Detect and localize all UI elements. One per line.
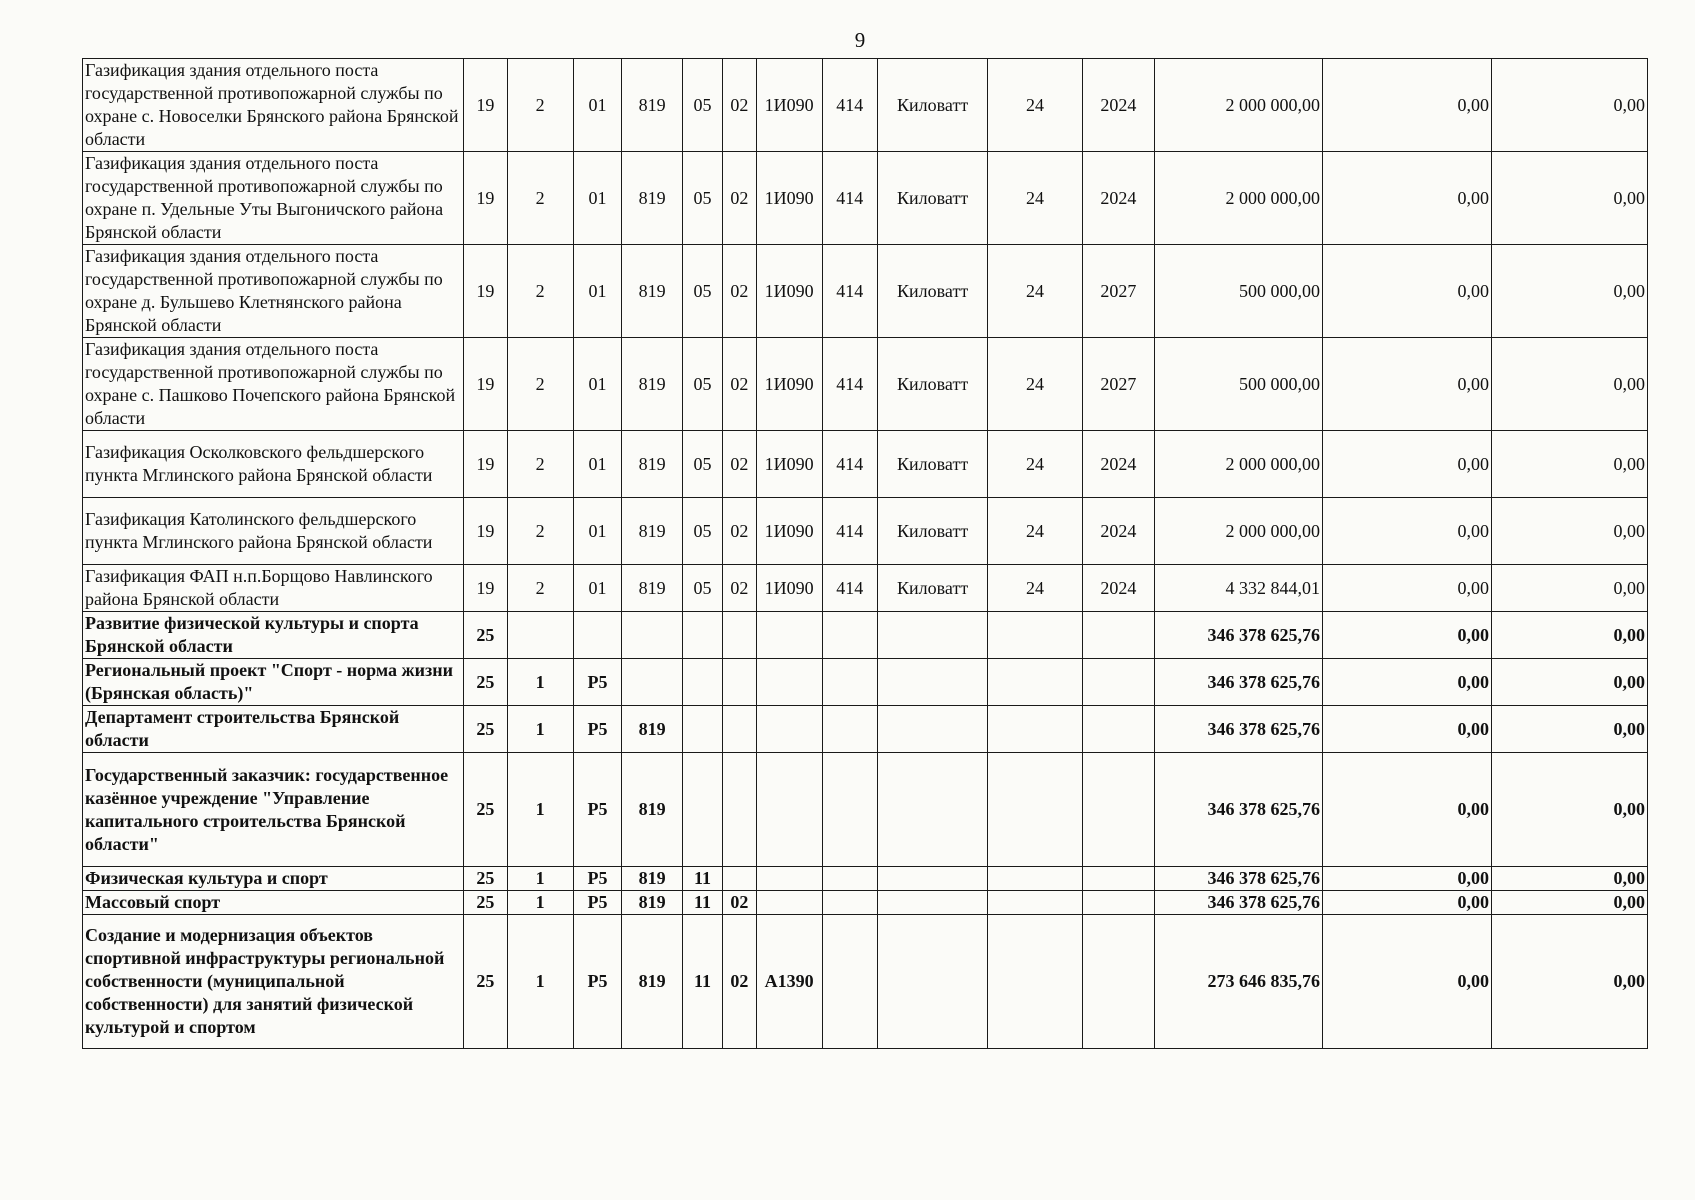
target-code (756, 659, 822, 706)
division-code: 05 (682, 245, 722, 338)
unit-cell (877, 753, 987, 867)
amount3-cell: 0,00 (1491, 891, 1647, 915)
table-row (83, 612, 1648, 659)
unit-cell: Киловатт (877, 498, 987, 565)
section-code: 25 (464, 915, 507, 1049)
amount3-cell: 0,00 (1491, 498, 1647, 565)
unit-cell (877, 915, 987, 1049)
quantity-cell: 24 (988, 498, 1082, 565)
row-name: Газификация Католинского фельдшерского пункта Мглинского района Брянской области (83, 498, 464, 565)
subsection-code: 2 (507, 245, 573, 338)
row-name: Региональный проект "Спорт - норма жизни (Брянская область)" (83, 659, 464, 706)
quantity-cell (988, 753, 1082, 867)
amount3-cell: 0,00 (1491, 245, 1647, 338)
subsection-code: 2 (507, 498, 573, 565)
division-code: 11 (682, 867, 722, 891)
unit-cell: Киловатт (877, 59, 987, 152)
row-name: Развитие физической культуры и спорта Брянской области (83, 612, 464, 659)
division-code: 11 (682, 915, 722, 1049)
subsection-code: 2 (507, 431, 573, 498)
subdivision-code: 02 (723, 338, 757, 431)
amount2-cell: 0,00 (1323, 915, 1492, 1049)
agency-code: 819 (622, 431, 683, 498)
subsection-code: 2 (507, 338, 573, 431)
amount-cell: 346 378 625,76 (1155, 612, 1323, 659)
amount3-cell: 0,00 (1491, 152, 1647, 245)
division-code: 05 (682, 498, 722, 565)
subsection-code: 1 (507, 915, 573, 1049)
agency-code: 819 (622, 152, 683, 245)
table-row (83, 152, 1648, 245)
quantity-cell (988, 867, 1082, 891)
amount2-cell: 0,00 (1323, 753, 1492, 867)
expense-type-code (822, 706, 877, 753)
year-cell: 2027 (1082, 338, 1155, 431)
year-cell (1082, 706, 1155, 753)
target-code (756, 867, 822, 891)
subsection-code: 1 (507, 867, 573, 891)
unit-cell (877, 659, 987, 706)
quantity-cell: 24 (988, 431, 1082, 498)
subsection-code (507, 612, 573, 659)
unit-cell: Киловатт (877, 338, 987, 431)
row-name: Департамент строительства Брянской области (83, 706, 464, 753)
project-code: Р5 (573, 891, 622, 915)
amount2-cell: 0,00 (1323, 498, 1492, 565)
target-code: 1И090 (756, 431, 822, 498)
amount3-cell: 0,00 (1491, 612, 1647, 659)
unit-cell: Киловатт (877, 152, 987, 245)
expense-type-code: 414 (822, 565, 877, 612)
unit-cell: Киловатт (877, 245, 987, 338)
expense-type-code (822, 612, 877, 659)
year-cell (1082, 867, 1155, 891)
expense-type-code: 414 (822, 431, 877, 498)
table-body (83, 59, 1648, 1049)
year-cell (1082, 753, 1155, 867)
division-code: 11 (682, 891, 722, 915)
expense-type-code: 414 (822, 59, 877, 152)
row-name: Газификация ФАП н.п.Борщово Навлинского района Брянской области (83, 565, 464, 612)
section-code: 19 (464, 245, 507, 338)
subdivision-code: 02 (723, 565, 757, 612)
agency-code: 819 (622, 245, 683, 338)
row-name: Массовый спорт (83, 891, 464, 915)
quantity-cell: 24 (988, 59, 1082, 152)
section-code: 19 (464, 498, 507, 565)
table-row (83, 431, 1648, 498)
table-row (83, 245, 1648, 338)
amount2-cell: 0,00 (1323, 152, 1492, 245)
amount2-cell: 0,00 (1323, 431, 1492, 498)
agency-code: 819 (622, 706, 683, 753)
section-code: 25 (464, 753, 507, 867)
subdivision-code (723, 753, 757, 867)
agency-code: 819 (622, 915, 683, 1049)
subsection-code: 1 (507, 659, 573, 706)
project-code: 01 (573, 59, 622, 152)
target-code: 1И090 (756, 565, 822, 612)
target-code: 1И090 (756, 59, 822, 152)
year-cell (1082, 915, 1155, 1049)
row-name: Газификация здания отдельного поста государственной противопожарной службы по охране п. Удельные Уты Выгоничского района Брянской области (83, 152, 464, 245)
agency-code: 819 (622, 891, 683, 915)
division-code: 05 (682, 152, 722, 245)
amount3-cell: 0,00 (1491, 59, 1647, 152)
year-cell: 2024 (1082, 152, 1155, 245)
row-name: Газификация здания отдельного поста государственной противопожарной службы по охране с. Новоселки Брянского района Брянской области (83, 59, 464, 152)
amount-cell: 500 000,00 (1155, 245, 1323, 338)
section-code: 19 (464, 565, 507, 612)
project-code: Р5 (573, 753, 622, 867)
target-code: 1И090 (756, 498, 822, 565)
target-code: 1И090 (756, 152, 822, 245)
subsection-code: 1 (507, 891, 573, 915)
budget-table (82, 58, 1648, 1049)
quantity-cell: 24 (988, 152, 1082, 245)
amount3-cell: 0,00 (1491, 753, 1647, 867)
unit-cell (877, 612, 987, 659)
amount-cell: 2 000 000,00 (1155, 431, 1323, 498)
amount2-cell: 0,00 (1323, 891, 1492, 915)
project-code: 01 (573, 245, 622, 338)
subsection-code: 2 (507, 59, 573, 152)
section-code: 25 (464, 706, 507, 753)
amount2-cell: 0,00 (1323, 338, 1492, 431)
unit-cell (877, 891, 987, 915)
project-code: Р5 (573, 915, 622, 1049)
agency-code: 819 (622, 565, 683, 612)
subdivision-code: 02 (723, 431, 757, 498)
subdivision-code: 02 (723, 152, 757, 245)
section-code: 19 (464, 431, 507, 498)
project-code: 01 (573, 431, 622, 498)
agency-code: 819 (622, 498, 683, 565)
amount-cell: 4 332 844,01 (1155, 565, 1323, 612)
target-code (756, 612, 822, 659)
year-cell (1082, 659, 1155, 706)
section-code: 19 (464, 152, 507, 245)
table-row (83, 498, 1648, 565)
table-row (83, 659, 1648, 706)
table-row (83, 706, 1648, 753)
table-row (83, 59, 1648, 152)
unit-cell (877, 706, 987, 753)
quantity-cell (988, 612, 1082, 659)
year-cell: 2024 (1082, 431, 1155, 498)
quantity-cell (988, 706, 1082, 753)
subdivision-code (723, 659, 757, 706)
year-cell: 2027 (1082, 245, 1155, 338)
table-row (83, 753, 1648, 867)
quantity-cell (988, 891, 1082, 915)
expense-type-code: 414 (822, 498, 877, 565)
row-name: Газификация здания отдельного поста государственной противопожарной службы по охране с. Пашково Почепского района Брянской области (83, 338, 464, 431)
table-row (83, 891, 1648, 915)
expense-type-code (822, 867, 877, 891)
target-code (756, 753, 822, 867)
year-cell: 2024 (1082, 565, 1155, 612)
subsection-code: 1 (507, 706, 573, 753)
project-code (573, 612, 622, 659)
target-code (756, 706, 822, 753)
subdivision-code (723, 706, 757, 753)
subdivision-code (723, 867, 757, 891)
row-name: Государственный заказчик: государственное казённое учреждение "Управление капитального строительства Брянской области" (83, 753, 464, 867)
row-name: Газификация Осколковского фельдшерского пункта Мглинского района Брянской области (83, 431, 464, 498)
amount3-cell: 0,00 (1491, 431, 1647, 498)
division-code (682, 612, 722, 659)
expense-type-code (822, 753, 877, 867)
amount3-cell: 0,00 (1491, 867, 1647, 891)
amount2-cell: 0,00 (1323, 706, 1492, 753)
division-code: 05 (682, 338, 722, 431)
table-row (83, 565, 1648, 612)
quantity-cell (988, 659, 1082, 706)
section-code: 19 (464, 338, 507, 431)
project-code: Р5 (573, 706, 622, 753)
amount3-cell: 0,00 (1491, 915, 1647, 1049)
amount2-cell: 0,00 (1323, 245, 1492, 338)
project-code: 01 (573, 338, 622, 431)
amount2-cell: 0,00 (1323, 59, 1492, 152)
expense-type-code (822, 659, 877, 706)
amount3-cell: 0,00 (1491, 338, 1647, 431)
table-row (83, 338, 1648, 431)
subdivision-code (723, 612, 757, 659)
section-code: 25 (464, 867, 507, 891)
amount-cell: 273 646 835,76 (1155, 915, 1323, 1049)
year-cell: 2024 (1082, 59, 1155, 152)
row-name: Создание и модернизация объектов спортивной инфраструктуры региональной собственности (муниципальной собственности) для занятий физической культурой и спортом (83, 915, 464, 1049)
project-code: 01 (573, 565, 622, 612)
agency-code (622, 659, 683, 706)
amount-cell: 2 000 000,00 (1155, 498, 1323, 565)
table-row (83, 867, 1648, 891)
amount-cell: 346 378 625,76 (1155, 706, 1323, 753)
subsection-code: 1 (507, 753, 573, 867)
expense-type-code (822, 891, 877, 915)
target-code: 1И090 (756, 245, 822, 338)
quantity-cell: 24 (988, 245, 1082, 338)
expense-type-code: 414 (822, 245, 877, 338)
division-code (682, 659, 722, 706)
quantity-cell (988, 915, 1082, 1049)
division-code (682, 706, 722, 753)
unit-cell (877, 867, 987, 891)
amount-cell: 346 378 625,76 (1155, 891, 1323, 915)
subdivision-code: 02 (723, 891, 757, 915)
amount3-cell: 0,00 (1491, 565, 1647, 612)
amount-cell: 346 378 625,76 (1155, 867, 1323, 891)
agency-code: 819 (622, 59, 683, 152)
amount2-cell: 0,00 (1323, 612, 1492, 659)
quantity-cell: 24 (988, 565, 1082, 612)
section-code: 25 (464, 612, 507, 659)
amount3-cell: 0,00 (1491, 706, 1647, 753)
project-code: Р5 (573, 659, 622, 706)
unit-cell: Киловатт (877, 431, 987, 498)
amount-cell: 2 000 000,00 (1155, 152, 1323, 245)
row-name: Физическая культура и спорт (83, 867, 464, 891)
amount2-cell: 0,00 (1323, 867, 1492, 891)
division-code: 05 (682, 565, 722, 612)
subdivision-code: 02 (723, 498, 757, 565)
amount3-cell: 0,00 (1491, 659, 1647, 706)
year-cell: 2024 (1082, 498, 1155, 565)
target-code (756, 891, 822, 915)
amount2-cell: 0,00 (1323, 659, 1492, 706)
subdivision-code: 02 (723, 59, 757, 152)
amount-cell: 346 378 625,76 (1155, 659, 1323, 706)
table-row (83, 915, 1648, 1049)
section-code: 25 (464, 659, 507, 706)
division-code: 05 (682, 431, 722, 498)
target-code: А1390 (756, 915, 822, 1049)
subsection-code: 2 (507, 152, 573, 245)
amount2-cell: 0,00 (1323, 565, 1492, 612)
expense-type-code (822, 915, 877, 1049)
row-name: Газификация здания отдельного поста государственной противопожарной службы по охране д. Бульшево Клетнянского района Брянской области (83, 245, 464, 338)
project-code: Р5 (573, 867, 622, 891)
section-code: 25 (464, 891, 507, 915)
agency-code: 819 (622, 867, 683, 891)
quantity-cell: 24 (988, 338, 1082, 431)
division-code (682, 753, 722, 867)
target-code: 1И090 (756, 338, 822, 431)
subdivision-code: 02 (723, 245, 757, 338)
section-code: 19 (464, 59, 507, 152)
year-cell (1082, 612, 1155, 659)
amount-cell: 2 000 000,00 (1155, 59, 1323, 152)
year-cell (1082, 891, 1155, 915)
subdivision-code: 02 (723, 915, 757, 1049)
agency-code: 819 (622, 753, 683, 867)
project-code: 01 (573, 152, 622, 245)
agency-code (622, 612, 683, 659)
amount-cell: 500 000,00 (1155, 338, 1323, 431)
page-number: 9 (854, 28, 866, 52)
agency-code: 819 (622, 338, 683, 431)
division-code: 05 (682, 59, 722, 152)
expense-type-code: 414 (822, 338, 877, 431)
unit-cell: Киловатт (877, 565, 987, 612)
amount-cell: 346 378 625,76 (1155, 753, 1323, 867)
expense-type-code: 414 (822, 152, 877, 245)
project-code: 01 (573, 498, 622, 565)
subsection-code: 2 (507, 565, 573, 612)
